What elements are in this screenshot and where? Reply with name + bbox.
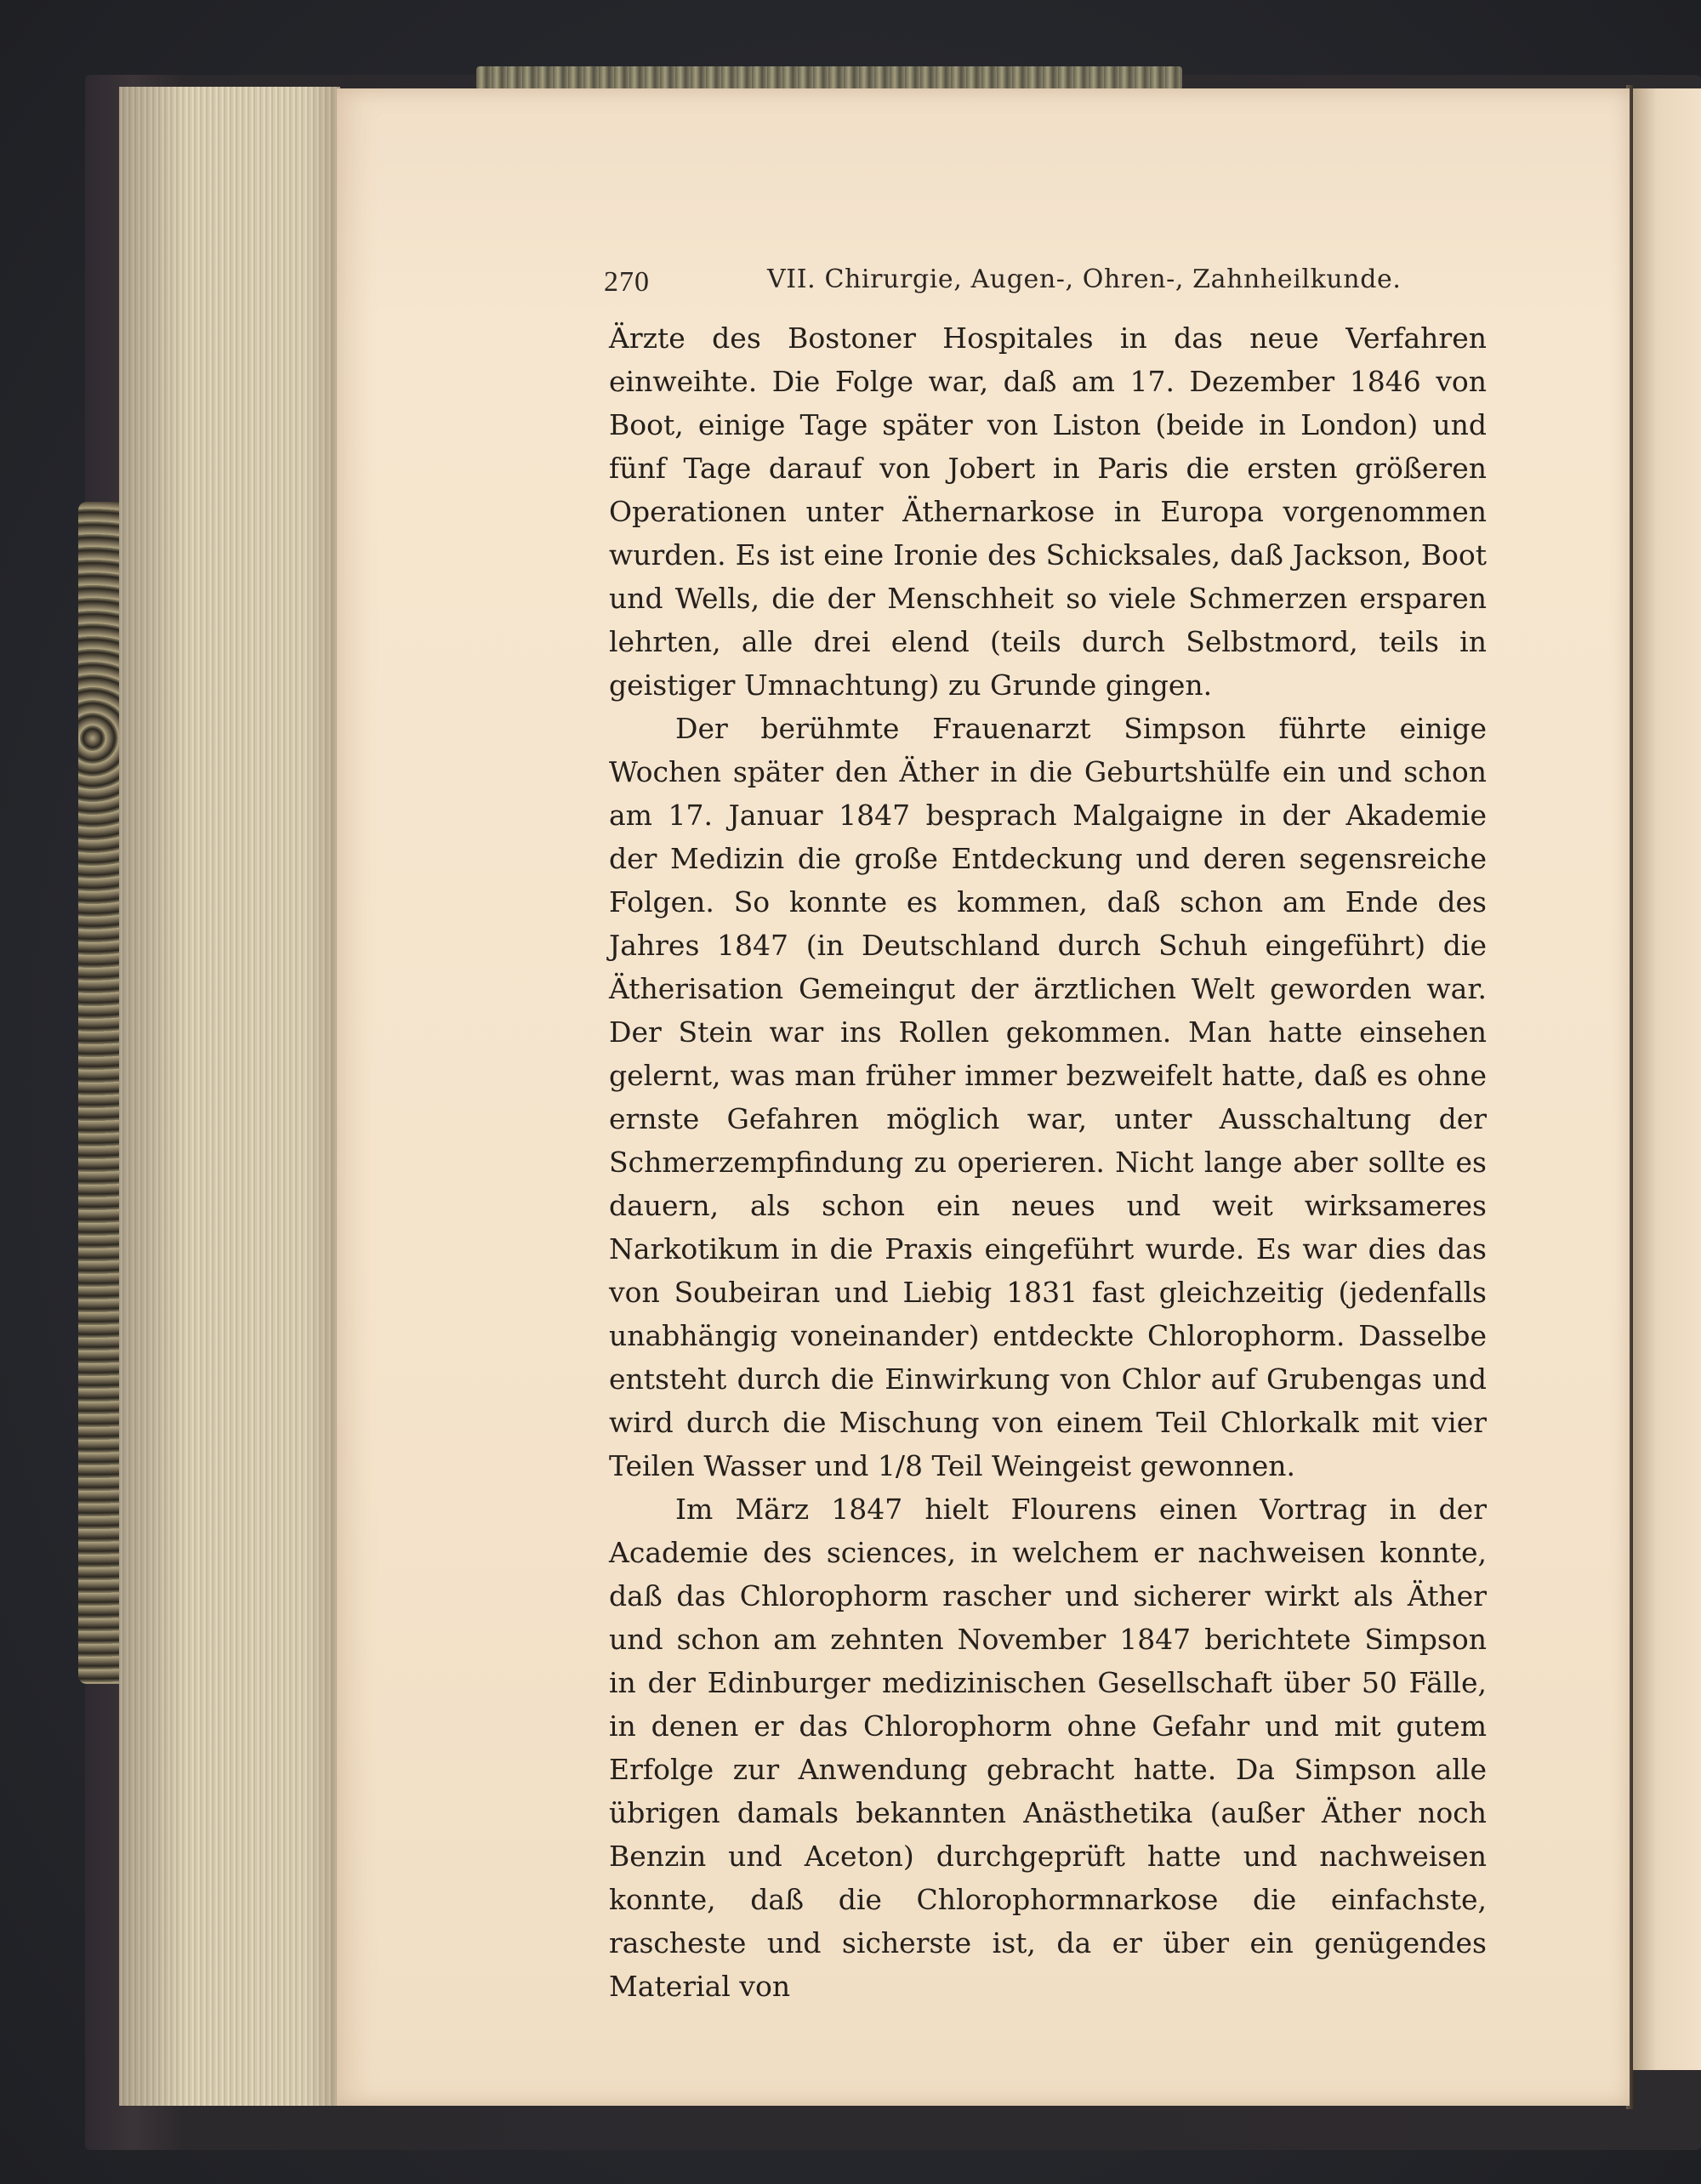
facing-page-edge	[1633, 88, 1701, 2070]
page-number: 270	[604, 266, 650, 298]
page-edges-shading	[119, 87, 340, 2106]
paragraph: Im März 1847 hielt Flourens einen Vortrag in der Academie des sciences, in welchem er nachweisen konnte, daß das Chlorophorm rascher und sicherer wirkt als Äther und schon am zehnten November 1847 berichtete Simpson in der Edinburger medizinischen Gesellschaft über 50 Fälle, in denen er das Chlorophorm ohne Gefahr und mit gutem Erfolge zur Anwendung gebracht hatte. Da Simpson alle übrigen damals bekannten Anästhetika (außer Äther noch Benzin und Aceton) durchgeprüft hatte und nachweisen konnte, daß die Chlorophormnarkose die einfachste, rascheste und sicherste ist, da er über ein genügendes Material von	[609, 1493, 1487, 2003]
cover-decorative-band	[476, 66, 1182, 90]
page-body	[609, 316, 1487, 2008]
paragraph: Der berühmte Frauenarzt Simpson führte einige Wochen später den Äther in die Geburtshülfe ein und schon am 17. Januar 1847 besprach Malgaigne in der Akademie der Medizin die große Entdeckung und deren segensreiche Folgen. So konnte es kommen, daß schon am Ende des Jahres 1847 (in Deutschland durch Schuh eingeführt) die Ätherisation Gemeingut der ärztlichen Welt geworden war. Der Stein war ins Rollen gekommen. Man hatte einsehen gelernt, was man früher immer bezweifelt hatte, daß es ohne ernste Gefahren möglich war, unter Ausschaltung der Schmerzempfindung zu operieren. Nicht lange aber sollte es dauern, als schon ein neues und weit wirksameres Narkotikum in die Praxis eingeführt wurde. Es war dies das von Soubeiran und Liebig 1831 fast gleichzeitig (jedenfalls unabhängig voneinander) entdeckte Chlorophorm. Dasselbe entsteht durch die Einwirkung von Chlor auf Grubengas und wird durch die Mischung von einem Teil Chlorkalk mit vier Teilen Wasser und 1/8 Teil Weingeist gewonnen.	[609, 712, 1487, 1482]
paragraph-continued: Ärzte des Bostoner Hospitales in das neue Verfahren einweihte. Die Folge war, daß am 17. Dezember 1846 von Boot, einige Tage später von Liston (beide in London) und fünf Tage darauf von Jobert in Paris die ersten größeren Operationen unter Äthernarkose in Europa vorgenommen wurden. Es ist eine Ironie des Schicksales, daß Jackson, Boot und Wells, die der Menschheit so viele Schmerzen ersparen lehrten, alle drei elend (teils durch Selbstmord, teils in geistiger Umnachtung) zu Grunde gingen.	[609, 321, 1487, 702]
page-header	[604, 259, 1497, 302]
running-head: VII. Chirurgie, Augen-, Ohren-, Zahnheilkunde.	[767, 264, 1402, 294]
